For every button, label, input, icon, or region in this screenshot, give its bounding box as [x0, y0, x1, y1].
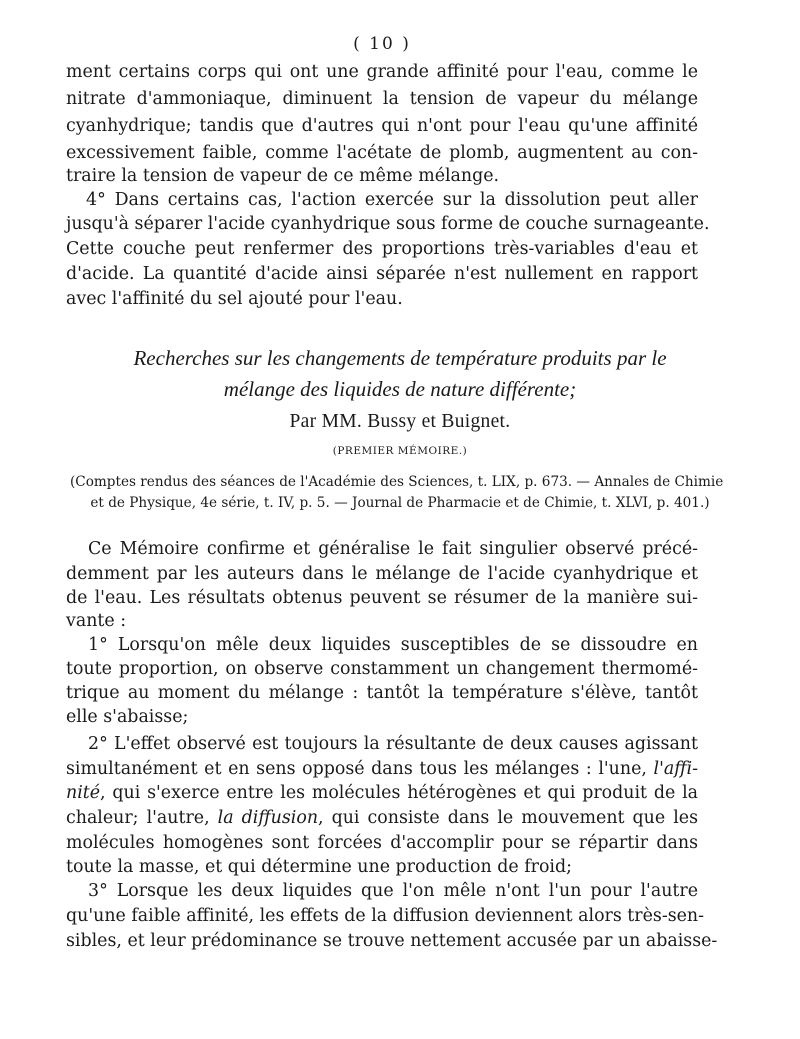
point-2-line: chaleur; l'autre, la diffusion, qui consiste dans le mouvement que les: [66, 808, 699, 828]
reference-line: et de Physique, 4e série, t. IV, p. 5. — Journal de Pharmacie et de Chimie, t. XLVI, p. 401.): [90, 495, 710, 511]
intro-line: nitrate d'ammoniaque, diminuent la tension de vapeur du mélange: [66, 89, 698, 109]
point-2-line: 2° L'effet observé est toujours la résultante de deux causes agissant: [88, 734, 698, 754]
point-2-line: molécules homogènes sont forcées d'accomplir pour se répartir dans: [66, 833, 698, 853]
point-4-line: 4° Dans certains cas, l'action exercée sur la dissolution peut aller: [86, 190, 698, 210]
page-number: ( 10 ): [353, 34, 411, 54]
point-4-line: avec l'affinité du sel ajouté pour l'eau.: [66, 289, 403, 309]
point-2-line: simultanément et en sens opposé dans tous les mélanges : l'une, l'affi-: [66, 759, 698, 779]
point-3-line: qu'une faible affinité, les effets de la diffusion deviennent alors très-sen-: [66, 906, 704, 926]
article-title-line-2: mélange des liquides de nature différente;: [223, 377, 577, 401]
point-4-line: d'acide. La quantité d'acide ainsi séparée n'est nullement en rapport: [66, 264, 698, 284]
body-line: Ce Mémoire confirme et généralise le fait singulier observé précé-: [88, 539, 698, 559]
point-2-line: toute la masse, et qui détermine une production de froid;: [66, 857, 572, 877]
memoir-label: (PREMIER MÉMOIRE.): [332, 445, 468, 457]
point-1-line: 1° Lorsqu'on mêle deux liquides susceptibles de se dissoudre en: [88, 635, 698, 655]
point-3-line: sibles, et leur prédominance se trouve nettement accusée par un abaisse-: [66, 931, 718, 951]
emphasis-affinite: l'affi-: [653, 759, 698, 779]
point-1-line: toute proportion, on observe constamment un changement thermomé-: [66, 659, 698, 679]
emphasis-diffusion: la diffusion: [217, 808, 319, 828]
point-4-line: Cette couche peut renfermer des proportions très-variables d'eau et: [66, 239, 698, 259]
intro-line: excessivement faible, comme l'acétate de plomb, augmentent au con-: [66, 143, 698, 163]
body-line: vante :: [66, 611, 127, 631]
intro-line: traire la tension de vapeur de ce même mélange.: [66, 166, 500, 186]
point-1-line: trique au moment du mélange : tantôt la température s'élève, tantôt: [66, 683, 698, 703]
emphasis-affinite-end: nité: [66, 783, 101, 803]
point-4-line: jusqu'à séparer l'acide cyanhydrique sous forme de couche surnageante.: [66, 214, 710, 234]
point-2-line: nité, qui s'exerce entre les molécules hétérogènes et qui produit de la: [66, 783, 698, 803]
point-3-line: 3° Lorsque les deux liquides que l'on mêle n'ont l'un pour l'autre: [88, 881, 698, 901]
body-line: de l'eau. Les résultats obtenus peuvent se résumer de la manière sui-: [66, 588, 698, 608]
article-byline: Par MM. Bussy et Buignet.: [289, 411, 511, 432]
intro-line: ment certains corps qui ont une grande affinité pour l'eau, comme le: [66, 62, 698, 82]
intro-line: cyanhydrique; tandis que d'autres qui n'ont pour l'eau qu'une affinité: [66, 116, 698, 136]
body-line: demment par les auteurs dans le mélange de l'acide cyanhydrique et: [66, 564, 698, 584]
reference-line: (Comptes rendus des séances de l'Académie des Sciences, t. LIX, p. 673. — Annales de Chimie: [70, 474, 724, 490]
point-1-line: elle s'abaisse;: [66, 707, 189, 727]
article-title-line-1: Recherches sur les changements de température produits par le: [133, 346, 667, 370]
